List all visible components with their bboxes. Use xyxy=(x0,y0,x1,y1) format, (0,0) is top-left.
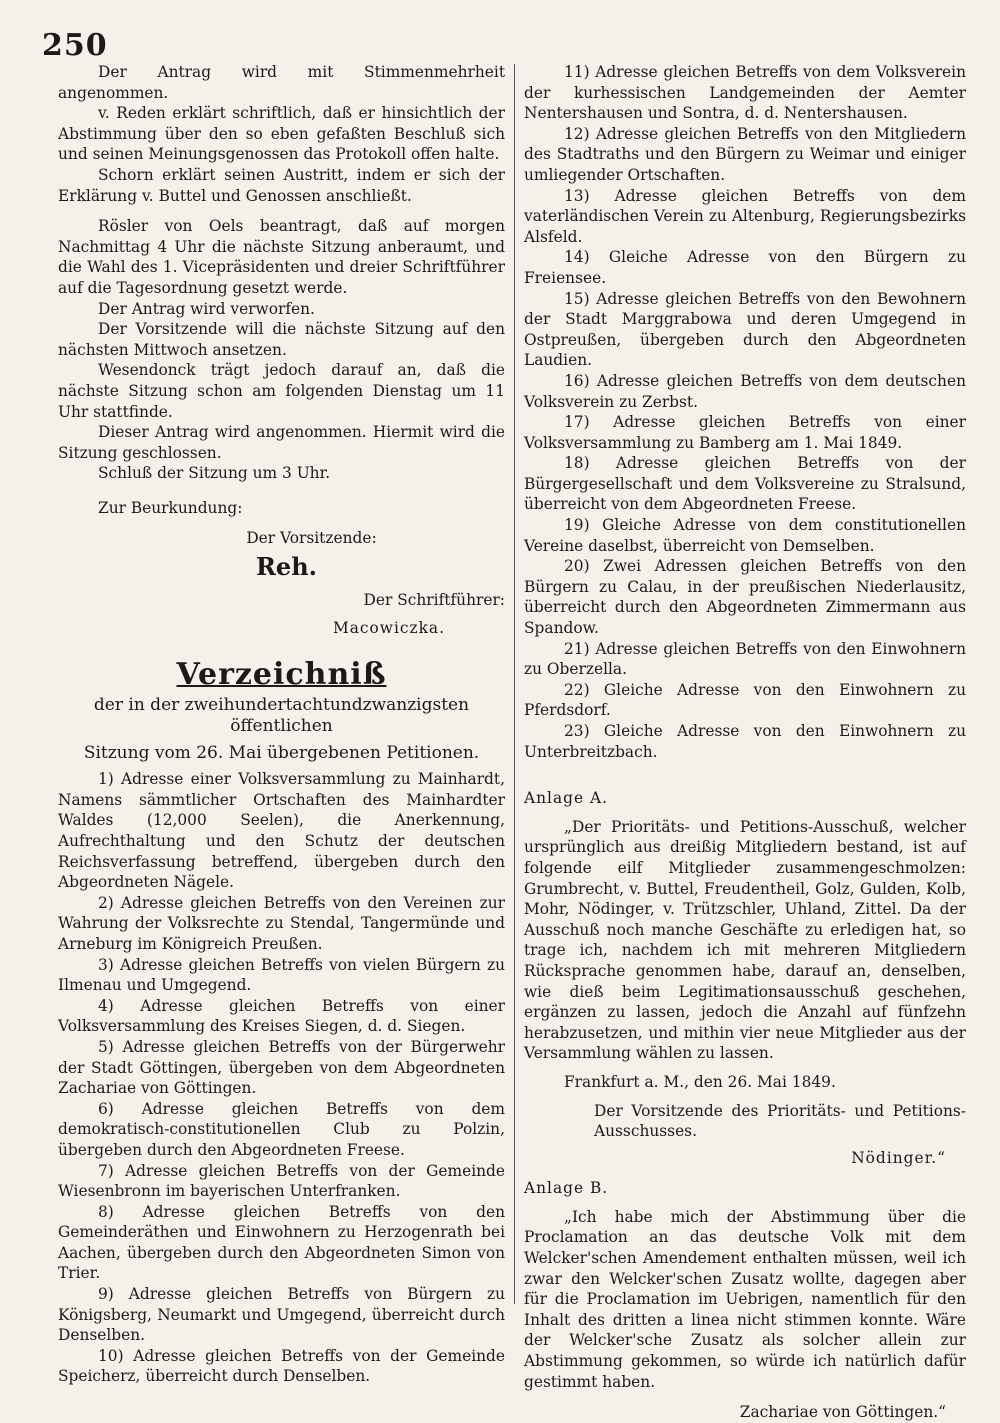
petition-item: 12) Adresse gleichen Betreffs von den Mitgliedern des Stadtraths und den Bürgern zu Weimar und einiger umliegender Ortschaften. xyxy=(524,124,966,184)
paragraph: Schluß der Sitzung um 3 Uhr. xyxy=(98,464,331,483)
paragraph: Der Vorsitzende will die nächste Sitzung auf den nächsten Mittwoch ansetzen. xyxy=(58,320,505,359)
petition-item: 10) Adresse gleichen Betreffs von der Gemeinde Speicherz, überreicht durch Denselben. xyxy=(58,1346,505,1386)
petition-item: 11) Adresse gleichen Betreffs von dem Volksverein der kurhessischen Landgemeinden der Aemter Nentershausen und Sontra, d. d. Nentershausen. xyxy=(524,63,966,123)
petition-item: 18) Adresse gleichen Betreffs von der Bürgergesellschaft und dem Volksvereine zu Stralsund, überreicht von dem Abgeordneten Freese. xyxy=(524,454,966,514)
paragraph: Schorn erklärt seinen Austritt, indem er sich der Erklärung v. Buttel und Genossen anschließt. xyxy=(58,165,505,205)
section-heading: Verzeichniß xyxy=(176,656,387,692)
anlage-a-signer: Nödinger.“ xyxy=(851,1148,946,1167)
petition-item: 1) Adresse einer Volksversammlung zu Mainhardt, Namens sämmtlicher Ortschaften des Mainhardter Waldes (12,000 Seelen), die Anerkennung, Aufrechthaltung und den Schutz der deutschen Reichsverfassung betreffend, übergeben durch den Abgeordneten Nägele. xyxy=(58,770,505,892)
anlage-b-title: Anlage B. xyxy=(524,1179,609,1198)
petition-item: 14) Gleiche Adresse von den Bürgern zu Freiensee. xyxy=(524,248,966,287)
secretary-name: Macowiczka. xyxy=(332,619,445,638)
anlage-b-text: „Ich habe mich der Abstimmung über die Proclamation an das deutsche Volk mit dem Welcker'schen Amendement enthalten müssen, weil ich zwar den Welcker'schen Zusatz wollte, dagegen aber für die Proclamation im Uebrigen, namentlich für den Inhalt des dritten a linea nicht stimmen konnte. Wäre der Welcker'sche Zusatz als solcher allein zur Abstimmung gekommen, so würde ich natürlich dafür gestimmt haben. xyxy=(524,1207,966,1391)
petition-item: 9) Adresse gleichen Betreffs von Bürgern zu Königsberg, Neumarkt und Umgegend, überreicht durch Denselben. xyxy=(58,1285,505,1345)
section-subheading: der in der zweihundertachtundzwanzigsten öffentlichen xyxy=(93,695,470,737)
petition-item: 4) Adresse gleichen Betreffs von einer Volksversammlung des Kreises Siegen, d. d. Siegen. xyxy=(58,996,505,1036)
anlage-a-title: Anlage A. xyxy=(524,789,608,808)
chair-label: Der Vorsitzende: xyxy=(246,529,377,548)
anlage-a-text: „Der Prioritäts- und Petitions-Ausschuß, welcher ursprünglich aus dreißig Mitgliedern bestand, ist auf folgende eilf Mitglieder zusammengeschmolzen: Grumbrecht, v. Buttel, Freudentheil, Golz, Gulden, Kolb, Mohr, Nödinger, v. Trützschler, Uhland, Zittel. Da der Ausschuß noch manche Geschäfte zu erledigen hat, so trage ich, nachdem ich mit mehreren Mitgliedern Rücksprache genommen habe, darauf an, denselben, wie dieß beim Legitimationsausschuß geschehen, ergänzen zu lassen, jedoch die Anzahl auf fünfzehn herabzusetzen, und mithin vier neue Mitglieder aus der Versammlung wählen zu lassen. xyxy=(524,817,966,1063)
petition-item: 3) Adresse gleichen Betreffs von vielen Bürgern zu Ilmenau und Umgegend. xyxy=(58,955,505,995)
anlage-a-place-date: Frankfurt a. M., den 26. Mai 1849. xyxy=(564,1072,836,1091)
petition-item: 21) Adresse gleichen Betreffs von den Einwohnern zu Oberzella. xyxy=(524,639,966,679)
petition-item: 8) Adresse gleichen Betreffs von den Gemeinderäthen und Einwohnern zu Herzogenrath bei Aachen, übergeben durch den Abgeordneten Simon von Trier. xyxy=(58,1202,505,1283)
column-rule xyxy=(514,64,515,1304)
certification-label: Zur Beurkundung: xyxy=(98,498,243,517)
petition-item: 13) Adresse gleichen Betreffs von dem vaterländischen Verein zu Altenburg, Regierungsbezirks Alsfeld. xyxy=(524,186,966,246)
petition-item: 15) Adresse gleichen Betreffs von den Bewohnern der Stadt Marggrabowa und deren Umgegend in Ostpreußen, übergeben durch den Abgeordneten Laudien. xyxy=(524,289,966,370)
left-column xyxy=(58,62,505,1387)
petition-item: 17) Adresse gleichen Betreffs von einer Volksversammlung zu Bamberg am 1. Mai 1849. xyxy=(524,413,966,452)
paragraph: Der Antrag wird mit Stimmenmehrheit angenommen. xyxy=(58,63,505,102)
paragraph: Rösler von Oels beantragt, daß auf morgen Nachmittag 4 Uhr die nächste Sitzung anberaumt, und die Wahl des 1. Vicepräsidenten und dreier Schriftführer auf die Tagesordnung gesetzt werde. xyxy=(58,217,505,297)
paragraph: Wesendonck trägt jedoch darauf an, daß die nächste Sitzung schon am folgenden Dienstag um 11 Uhr stattfinde. xyxy=(58,361,505,421)
anlage-a-signer-title: Der Vorsitzende des Prioritäts- und Petitions-Ausschusses. xyxy=(594,1101,966,1141)
petition-item: 6) Adresse gleichen Betreffs von dem demokratisch-constitutionellen Club zu Polzin, übergeben durch den Abgeordneten Freese. xyxy=(58,1099,505,1159)
paragraph: Dieser Antrag wird angenommen. Hiermit wird die Sitzung geschlossen. xyxy=(58,423,505,462)
paragraph: Der Antrag wird verworfen. xyxy=(98,299,315,318)
petition-item: 16) Adresse gleichen Betreffs von dem deutschen Volksverein zu Zerbst. xyxy=(524,371,966,411)
petition-item: 5) Adresse gleichen Betreffs von der Bürgerwehr der Stadt Göttingen, übergeben von dem Abgeordneten Zachariae von Göttingen. xyxy=(58,1037,505,1098)
paragraph: v. Reden erklärt schriftlich, daß er hinsichtlich der Abstimmung über den so eben gefaßten Beschluß sich und seinen Meinungsgenossen das Protokoll offen halte. xyxy=(58,104,505,164)
page-number: 250 xyxy=(42,28,108,63)
chair-name: Reh. xyxy=(255,552,318,582)
petition-item: 19) Gleiche Adresse von dem constitutionellen Vereine daselbst, überreicht von Demselben. xyxy=(524,516,966,555)
right-column xyxy=(524,62,966,1423)
section-subheading: Sitzung vom 26. Mai übergebenen Petitionen. xyxy=(83,742,480,763)
anlage-b-signer: Zachariae von Göttingen.“ xyxy=(739,1403,946,1422)
secretary-label: Der Schriftführer: xyxy=(363,590,505,609)
petition-item: 22) Gleiche Adresse von den Einwohnern zu Pferdsdorf. xyxy=(524,680,966,720)
petition-item: 7) Adresse gleichen Betreffs von der Gemeinde Wiesenbronn im bayerischen Unterfranken. xyxy=(58,1161,505,1201)
petition-item: 23) Gleiche Adresse von den Einwohnern zu Unterbreitzbach. xyxy=(524,722,966,761)
petition-item: 2) Adresse gleichen Betreffs von den Vereinen zur Wahrung der Volksrechte zu Stendal, Tangermünde und Arneburg im Königreich Preußen. xyxy=(58,893,505,953)
petition-item: 20) Zwei Adressen gleichen Betreffs von den Bürgern zu Calau, in der preußischen Niederlausitz, überreicht durch den Abgeordneten Zimmermann aus Spandow. xyxy=(524,557,966,638)
